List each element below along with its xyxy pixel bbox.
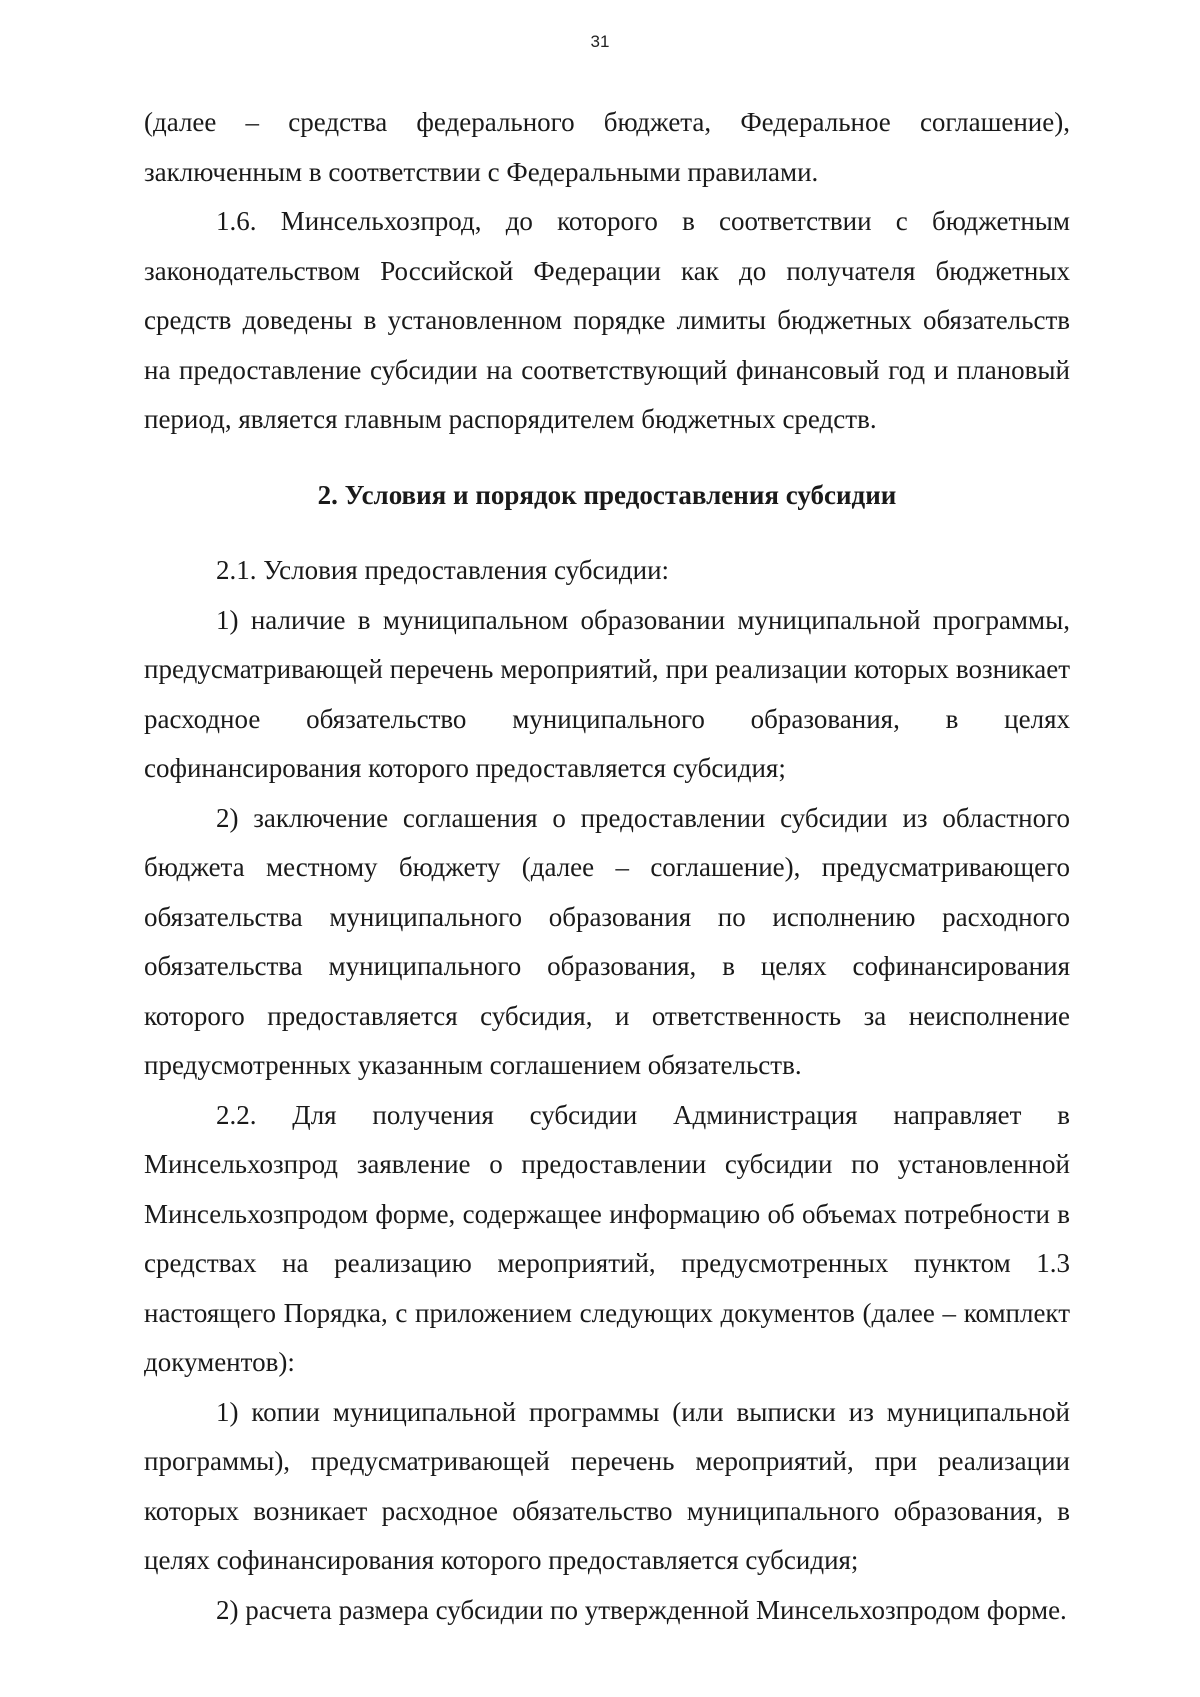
page-number: 31 <box>590 32 610 51</box>
paragraph-2-1-item-1: 1) наличие в муниципальном образовании муниципальной программы, предусматривающей перечень мероприятий, при реализации которых возникает расходное обязательство муниципального образования, в целях софинансирования которого предоставляется субсидия; <box>144 604 1070 783</box>
paragraph-2-2: 2.2. Для получения субсидии Администрация направляет в Минсельхозпрод заявление о предоставлении субсидии по установленной Минсельхозпродом форме, содержащее информацию об объемах потребности в средствах на реализацию мероприятий, предусмотренных пунктом 1.3 настоящего Порядка, с приложением следующих документов (далее – комплект документов): <box>144 1099 1070 1377</box>
paragraph-2-2-item-2: 2) расчета размера субсидии по утвержденной Минсельхозпродом форме. <box>216 1594 1067 1625</box>
paragraph-2-2-item-1: 1) копии муниципальной программы (или выписки из муниципальной программы), предусматривающей перечень мероприятий, при реализации которых возникает расходное обязательство муниципального образования, в целях софинансирования которого предоставляется субсидия; <box>144 1396 1070 1575</box>
paragraph-continuation: (далее – средства федерального бюджета, Федеральное соглашение), заключенным в соответствии с Федеральными правилами. <box>144 107 1070 187</box>
paragraph-2-1: 2.1. Условия предоставления субсидии: <box>216 555 670 585</box>
paragraph-1-6: 1.6. Минсельхозпрод, до которого в соответствии с бюджетным законодательством Российской Федерации как до получателя бюджетных средств доведены в установленном порядке лимиты бюджетных обязательств на предоставление субсидии на соответствующий финансовый год и плановый период, является главным распорядителем бюджетных средств. <box>144 206 1070 434</box>
paragraph-2-1-item-2: 2) заключение соглашения о предоставлении субсидии из областного бюджета местному бюджету (далее – соглашение), предусматривающего обязательства муниципального образования по исполнению расходного обязательства муниципального образования, в целях софинансирования которого предоставляется субсидия, и ответственность за неисполнение предусмотренных указанным соглашением обязательств. <box>144 802 1070 1080</box>
section-heading: 2. Условия и порядок предоставления субсидии <box>317 479 897 510</box>
document-body <box>144 98 1070 1635</box>
